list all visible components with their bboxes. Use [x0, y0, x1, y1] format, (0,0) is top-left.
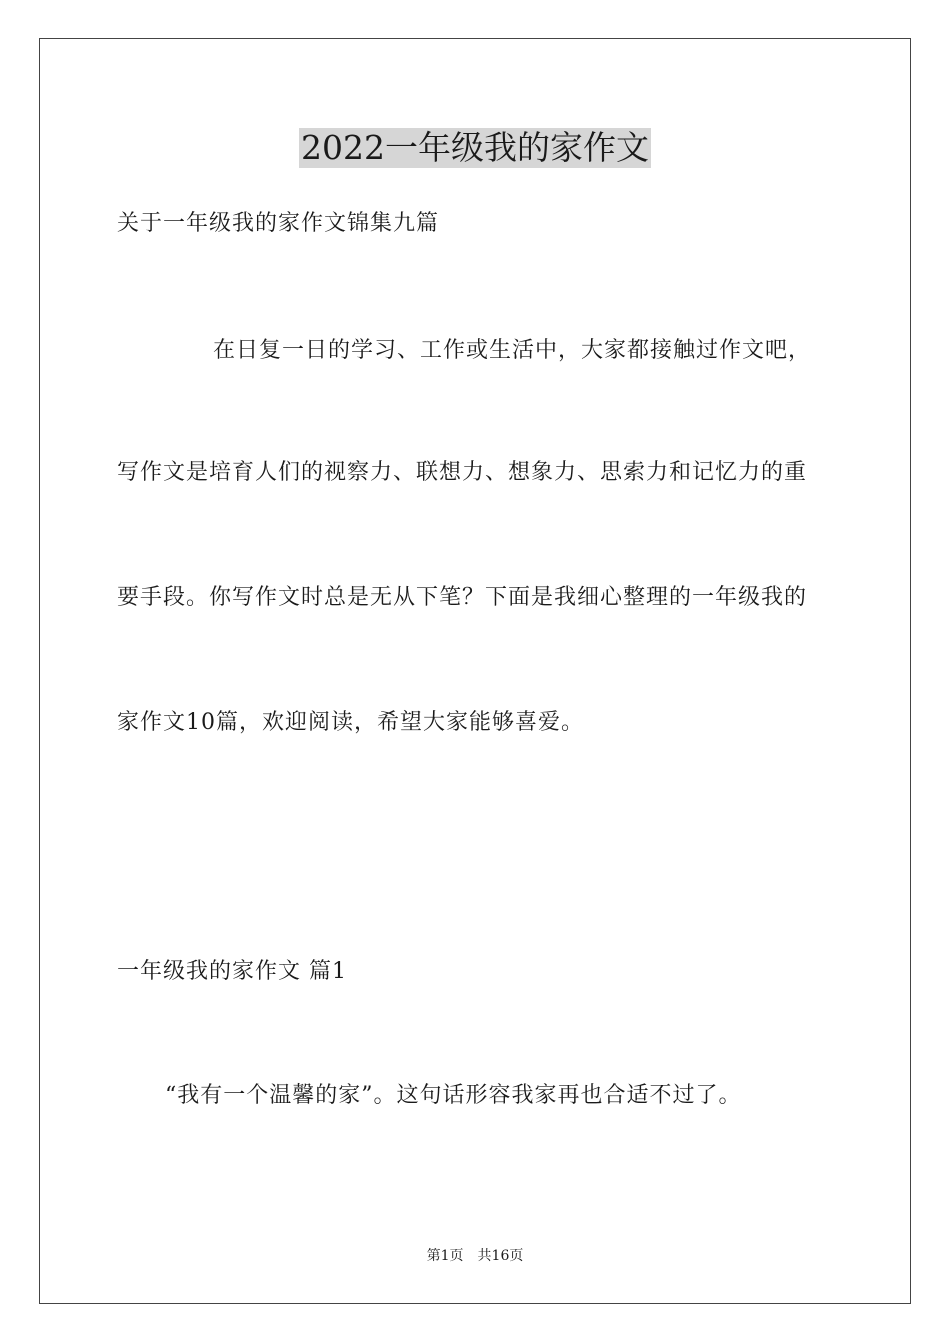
page-number: 第1页	[426, 1248, 464, 1264]
page-footer	[0, 1246, 950, 1266]
intro-line-2: 写作文是培育人们的视察力、联想力、想象力、思索力和记忆力的重	[117, 460, 808, 485]
title-container	[0, 128, 950, 168]
document-title: 2022一年级我的家作文	[301, 128, 649, 167]
section-heading: 一年级我的家作文 篇1	[117, 959, 347, 984]
document-subtitle: 关于一年级我的家作文锦集九篇	[117, 211, 440, 236]
page-total: 共16页	[477, 1248, 524, 1264]
intro-line-3: 要手段。你写作文时总是无从下笔？下面是我细心整理的一年级我的	[117, 585, 808, 610]
intro-line-4: 家作文10篇，欢迎阅读，希望大家能够喜爱。	[117, 710, 584, 735]
section-paragraph: “我有一个温馨的家”。这句话形容我家再也合适不过了。	[165, 1083, 742, 1108]
intro-line-1: 在日复一日的学习、工作或生活中，大家都接触过作文吧，	[213, 338, 812, 363]
